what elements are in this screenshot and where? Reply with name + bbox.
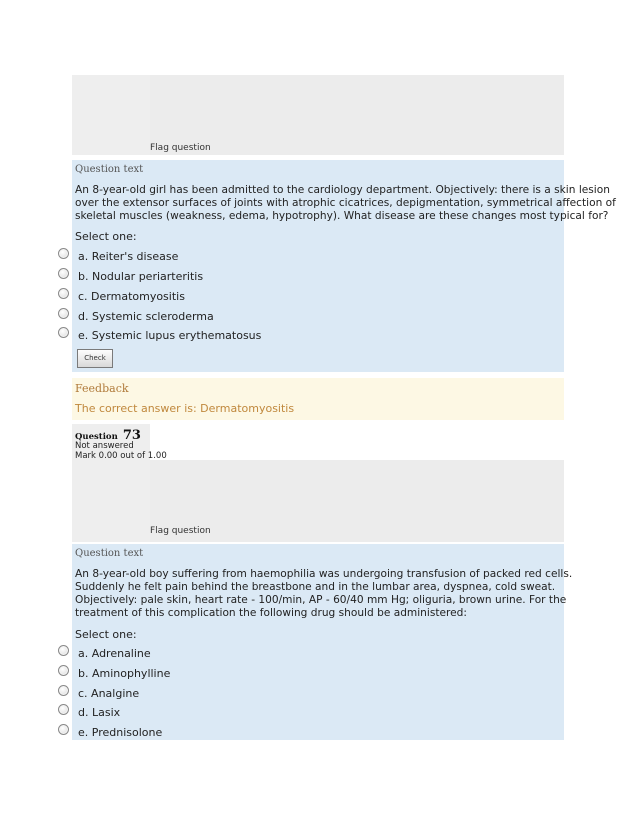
q2-question-line-3: Objectively: pale skin, heart rate - 100/min, AP - 60/40 mm Hg; oliguria, brown urine. For the	[75, 594, 567, 606]
option-label: a. Adrenaline	[78, 647, 151, 660]
q1-option-e[interactable]	[57, 326, 564, 344]
q1-flag-area	[150, 75, 564, 155]
q2-question-line-2: Suddenly he felt pain behind the breastbone and in the lumbar area, dyspnea, cold sweat.	[75, 581, 556, 593]
q1-question-line-1: An 8-year-old girl has been admitted to the cardiology department. Objectively: there is a skin lesion	[75, 184, 610, 196]
option-label: a. Reiter's disease	[78, 250, 179, 263]
q2-option-d[interactable]	[57, 703, 564, 721]
q1-feedback-text: The correct answer is: Dermatomyositis	[75, 402, 295, 415]
q1-question-text-heading: Question text	[75, 164, 144, 175]
q2-question-label: Question	[75, 432, 118, 442]
q1-option-b[interactable]	[57, 267, 564, 285]
q2-mark: Mark 0.00 out of 1.00	[75, 451, 167, 461]
option-label: b. Aminophylline	[78, 667, 171, 680]
q2-question-text-heading: Question text	[75, 548, 144, 559]
q1-select-one-label: Select one:	[75, 230, 137, 243]
option-label: c. Dermatomyositis	[78, 290, 185, 303]
option-label: e. Systemic lupus erythematosus	[78, 329, 262, 342]
q1-question-line-3: skeletal muscles (weakness, edema, hypotrophy). What disease are these changes most typical for?	[75, 210, 609, 222]
radio-icon[interactable]	[58, 248, 69, 259]
radio-icon[interactable]	[58, 685, 69, 696]
option-label: d. Systemic scleroderma	[78, 310, 214, 323]
radio-icon[interactable]	[58, 665, 69, 676]
q1-question-line-2: over the extensor surfaces of joints with atrophic cicatrices, depigmentation, symmetrical affection of	[75, 197, 616, 209]
q2-status: Not answered	[75, 441, 134, 451]
option-label: b. Nodular periarteritis	[78, 270, 204, 283]
q2-option-e[interactable]	[57, 723, 564, 741]
q1-check-bar	[72, 346, 564, 372]
q2-option-a[interactable]	[57, 644, 564, 662]
q1-option-a[interactable]	[57, 247, 564, 265]
radio-icon[interactable]	[58, 327, 69, 338]
q2-select-one-label: Select one:	[75, 628, 137, 641]
radio-icon[interactable]	[58, 288, 69, 299]
radio-icon[interactable]	[58, 645, 69, 656]
q2-question-line-4: treatment of this complication the following drug should be administered:	[75, 607, 467, 619]
radio-icon[interactable]	[58, 724, 69, 735]
option-label: c. Analgine	[78, 687, 140, 700]
radio-icon[interactable]	[58, 308, 69, 319]
q1-info-panel	[72, 75, 150, 155]
q2-option-b[interactable]	[57, 664, 564, 682]
radio-icon[interactable]	[58, 268, 69, 279]
option-label: d. Lasix	[78, 706, 121, 719]
q2-flag-area	[150, 460, 564, 542]
q1-feedback-heading: Feedback	[75, 382, 129, 395]
q1-option-c[interactable]	[57, 287, 564, 305]
radio-icon[interactable]	[58, 704, 69, 715]
check-button[interactable]: Check	[77, 349, 113, 368]
q2-question-line-1: An 8-year-old boy suffering from haemophilia was undergoing transfusion of packed red cells.	[75, 568, 573, 580]
q1-option-d[interactable]	[57, 307, 564, 325]
q2-option-c[interactable]	[57, 684, 564, 702]
q2-flag-question-link[interactable]: Flag question	[150, 526, 211, 536]
option-label: e. Prednisolone	[78, 726, 163, 739]
q2-question-number-value: 73	[122, 428, 141, 443]
q1-flag-question-link[interactable]: Flag question	[150, 143, 211, 153]
